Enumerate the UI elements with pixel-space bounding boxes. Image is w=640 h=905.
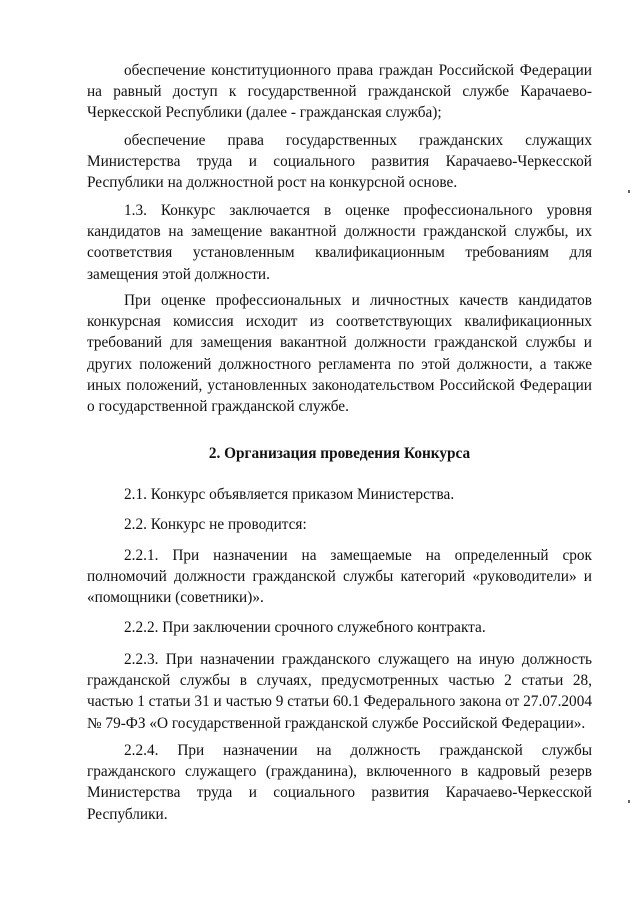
paragraph-evaluation: При оценке профессиональных и личностных качеств кандидатов конкурсная комиссия исходит из соответствующих квалификационных требований для замещения вакантной должности гражданской службы и других положений должностного регламента по этой должности, а также иных положений, установленных законодательством Российской Федерации о государственной гражданской службе. bbox=[87, 292, 592, 416]
paragraph-equal-access: обеспечение конституционного права граждан Российской Федерации на равный доступ к государственной гражданской службе Карачаево-Черкесской Республики (далее - гражданская служба); bbox=[87, 62, 592, 122]
paragraph-2-2-2: 2.2.2. При заключении срочного служебного контракта. bbox=[124, 619, 486, 636]
section-heading: 2. Организация проведения Конкурса bbox=[208, 445, 471, 462]
scan-margin-mark bbox=[628, 800, 630, 803]
paragraph-2-2-3: 2.2.3. При назначении гражданского служащего на иную должность гражданской службы в случаях, предусмотренных частью 2 статьи 28, частью 1 статьи 31 и частью 9 статьи 60.1 Федерального закона от 27.07.2004 № 79-ФЗ «О государственной гражданской службе Российской Федерации». bbox=[87, 651, 592, 732]
paragraph-career-growth: обеспечение права государственных гражданских служащих Министерства труда и социального развития Карачаево-Черкесской Республики на должностной рост на конкурсной основе. bbox=[87, 132, 592, 192]
paragraph-2-1: 2.1. Конкурс объявляется приказом Министерства. bbox=[124, 486, 455, 503]
paragraph-2-2-4: 2.2.4. При назначении на должность гражданской службы гражданского служащего (гражданина), включенного в кадровый резерв Министерства труда и социального развития Карачаево-Черкесской Республики. bbox=[87, 742, 592, 823]
paragraph-1-3: 1.3. Конкурс заключается в оценке профессионального уровня кандидатов на замещение вакантной должности гражданской службы, их соответствия установленным квалификационным требованиям для замещения этой должности. bbox=[87, 202, 592, 283]
scan-margin-mark bbox=[628, 190, 630, 193]
paragraph-2-2-1: 2.2.1. При назначении на замещаемые на определенный срок полномочий должности гражданской службы категорий «руководители» и «помощники (советники)». bbox=[87, 547, 592, 607]
paragraph-2-2: 2.2. Конкурс не проводится: bbox=[124, 516, 307, 533]
